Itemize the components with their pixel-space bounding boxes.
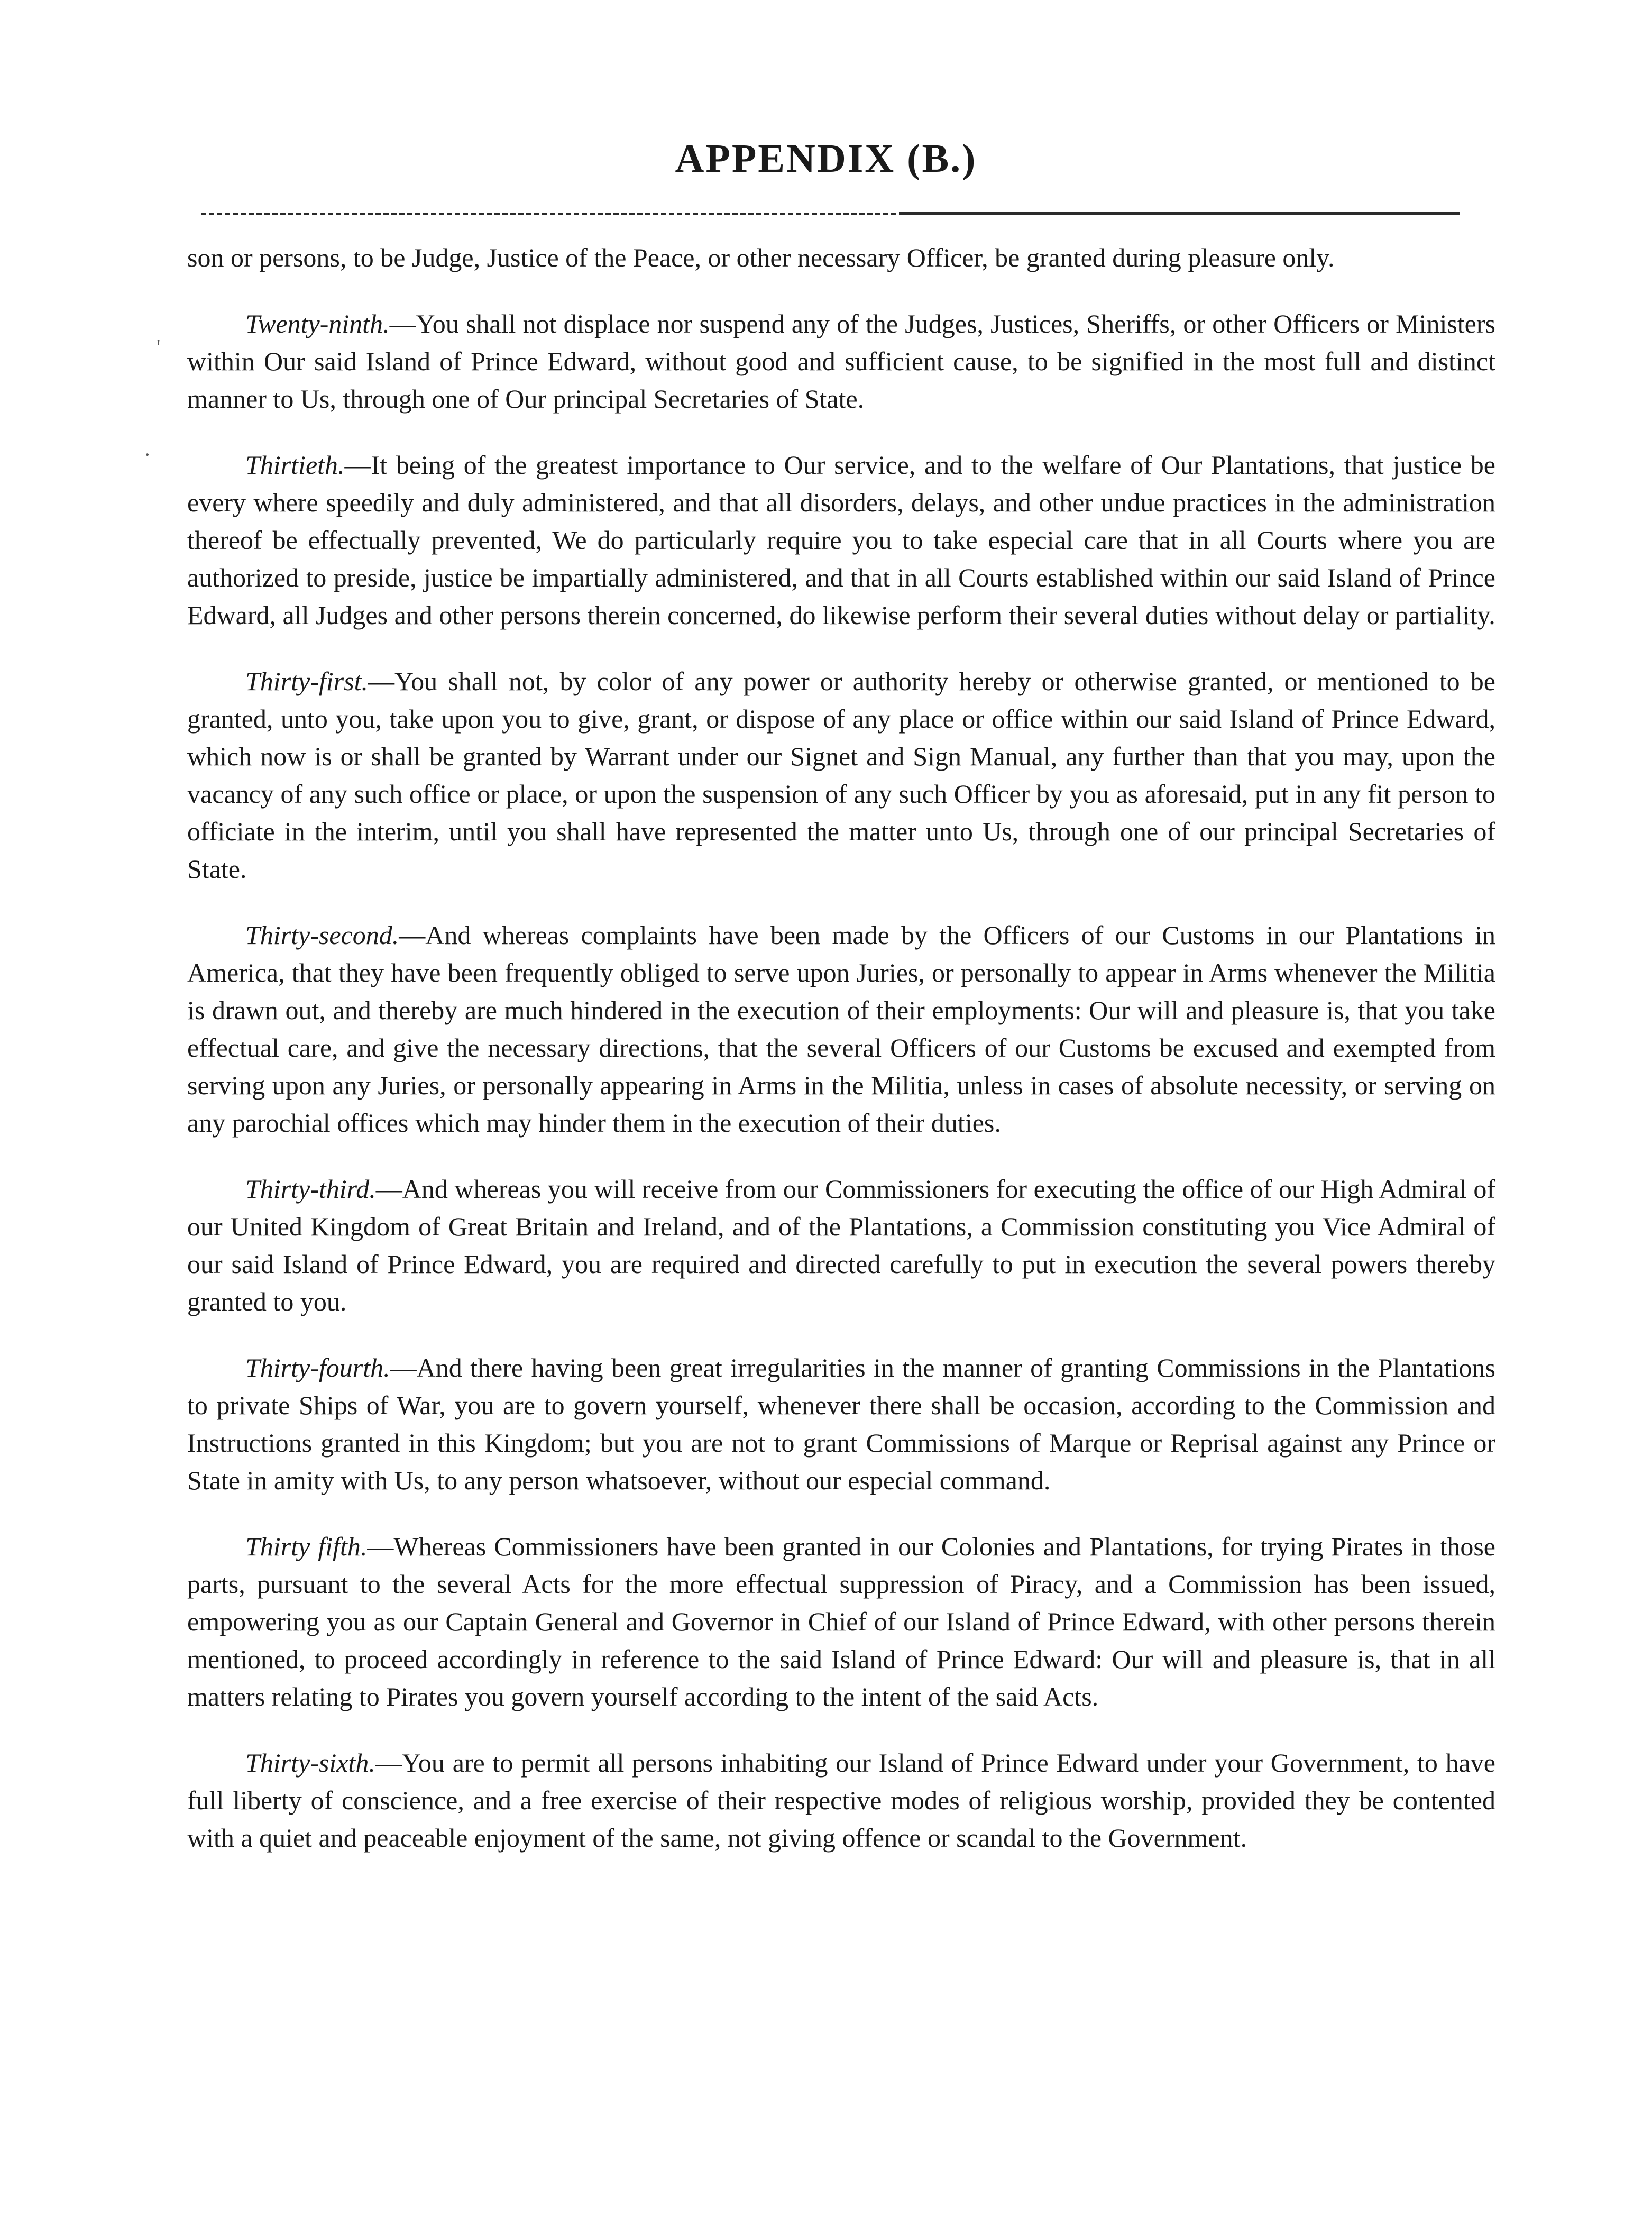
paragraph-lead: Twenty-ninth. <box>245 309 390 338</box>
header-rule-solid <box>899 212 1460 215</box>
paragraph-text: —Whereas Commissioners have been granted in our Colonies and Plantations, for trying Pirates in those parts, pursuant to the several Acts for the more effectual suppression of Piracy, and a Commission has been issued, empowering you as our Captain General and Governor in Chief of our Island of Prince Edward, with other persons therein mentioned, to proceed accordingly in reference to the said Island of Prince Edward: Our will and pleasure is, that in all matters relating to Pirates you govern yourself according to the intent of the said Acts. <box>187 1532 1495 1711</box>
paragraph-lead: Thirtieth. <box>245 450 345 480</box>
paragraph-text: —You shall not displace nor suspend any of the Judges, Justices, Sheriffs, or other Officers or Ministers within Our said Island of Prince Edward, without good and sufficient cause, to be signified in the most full and distinct manner to Us, through one of Our principal Secretaries of State. <box>187 309 1495 414</box>
page-title: APPENDIX (B.) <box>675 136 977 181</box>
paragraph-lead: Thirty-second. <box>245 920 399 950</box>
margin-mark: ' <box>157 335 161 359</box>
paragraph-lead: Thirty-first. <box>245 666 368 696</box>
paragraph-text: son or persons, to be Judge, Justice of the Peace, or other necessary Officer, be granted during pleasure only. <box>187 243 1335 272</box>
paragraph <box>187 305 1495 418</box>
paragraph-lead: Thirty-fourth. <box>245 1353 390 1382</box>
paragraph-text: —You are to permit all persons inhabiting our Island of Prince Edward under your Government, to have full liberty of conscience, and a free exercise of their respective modes of religious worship, provided they be contented with a quiet and peaceable enjoyment of the same, not giving offence or scandal to the Government. <box>187 1748 1495 1853</box>
paragraph-lead: Thirty-sixth. <box>245 1748 375 1778</box>
paragraph-lead: Thirty-third. <box>245 1174 376 1204</box>
paragraph-lead: Thirty fifth. <box>245 1532 368 1561</box>
paragraph <box>187 1170 1495 1321</box>
paragraph <box>187 1744 1495 1857</box>
paragraph-text: —It being of the greatest importance to Our service, and to the welfare of Our Plantations, that justice be every where speedily and duly administered, and that all disorders, delays, and other undue practices in the administration thereof be effectually prevented, We do particularly require you to take especial care that in all Courts where you are authorized to preside, justice be impartially administered, and that in all Courts established within our said Island of Prince Edward, all Judges and other persons therein concerned, do likewise perform their several duties without delay or partiality. <box>187 450 1495 630</box>
paragraph-text: —And there having been great irregularities in the manner of granting Commissions in the Plantations to private Ships of War, you are to govern yourself, whenever there shall be occasion, according to the Commission and Instructions granted in this Kingdom; but you are not to grant Commissions of Marque or Reprisal against any Prince or State in amity with Us, to any person whatsoever, without our especial command. <box>187 1353 1495 1495</box>
paragraph <box>187 917 1495 1142</box>
body-text <box>187 239 1495 1885</box>
margin-mark: · <box>144 443 151 466</box>
paragraph-text: —And whereas complaints have been made by the Officers of our Customs in our Plantations in America, that they have been frequently obliged to serve upon Juries, or personally to appear in Arms whenever the Militia is drawn out, and thereby are much hindered in the execution of their employments: Our will and pleasure is, that you take effectual care, and give the necessary directions, that the several Officers of our Customs be excused and exempted from serving upon any Juries, or personally appearing in Arms in the Militia, unless in cases of absolute necessity, or serving on any parochial offices which may hinder them in the execution of their duties. <box>187 920 1495 1138</box>
paragraph <box>187 446 1495 634</box>
paragraph-text: —And whereas you will receive from our Commissioners for executing the office of our High Admiral of our United Kingdom of Great Britain and Ireland, and of the Plantations, a Commission constituting you Vice Admiral of our said Island of Prince Edward, you are required and directed carefully to put in execution the several powers thereby granted to you. <box>187 1174 1495 1316</box>
paragraph-text: —You shall not, by color of any power or authority hereby or otherwise granted, or mentioned to be granted, unto you, take upon you to give, grant, or dispose of any place or office within our said Island of Prince Edward, which now is or shall be granted by Warrant under our Signet and Sign Manual, any further than that you may, upon the vacancy of any such office or place, or upon the suspension of any such Officer by you as aforesaid, put in any fit person to officiate in the interim, until you shall have represented the matter unto Us, through one of our principal Secretaries of State. <box>187 666 1495 884</box>
paragraph <box>187 239 1495 277</box>
paragraph <box>187 1349 1495 1499</box>
paragraph <box>187 1528 1495 1716</box>
paragraph <box>187 663 1495 888</box>
